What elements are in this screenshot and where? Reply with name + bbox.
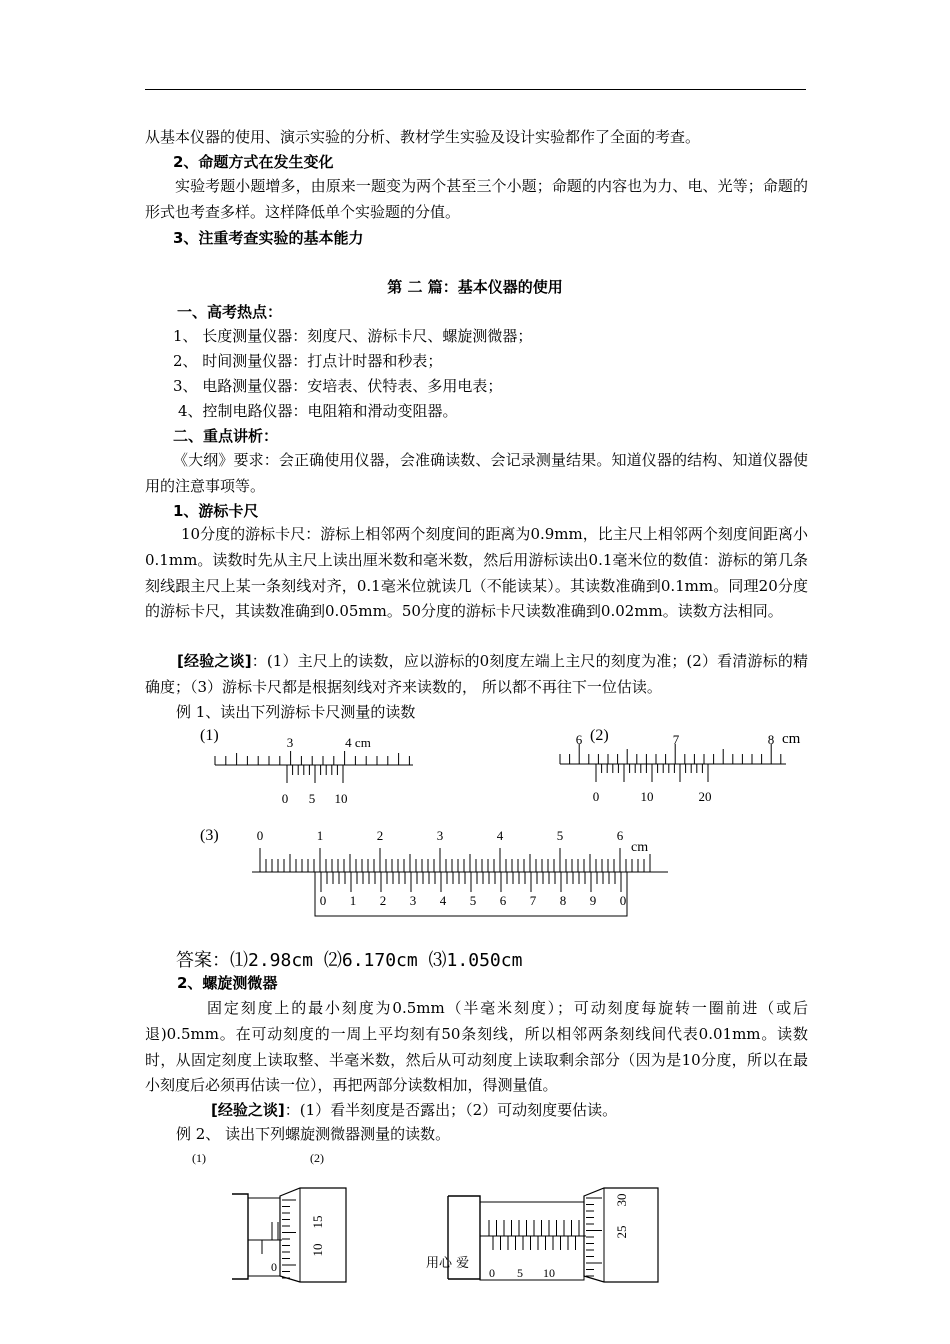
unit-label: cm [631,840,649,855]
heading-2: 2、命题方式在发生变化 [173,153,334,171]
main-scale-label: 3 [436,828,444,843]
main-scale-label: 6 [616,828,624,843]
sleeve-label: 0 [271,1260,277,1274]
main-scale-label: 8 [767,732,775,747]
figure-label: (2) [590,727,609,744]
experience-1-label: [经验之谈] [177,652,252,670]
figure-label: (3) [200,827,219,844]
unit-label: cm [782,731,801,747]
figure-label: (1) [192,1151,206,1165]
micrometer-title: 2、螺旋测微器 [177,974,278,992]
thimble-label: 30 [614,1193,629,1207]
section-title: 第 二 篇：基本仪器的使用 [387,278,563,296]
page-footer: 用心 爱 [426,1256,470,1271]
figure-label: (2) [310,1151,324,1165]
example-1: 例 1、读出下列游标卡尺测量的读数 [176,703,416,721]
vernier-label: 3 [409,893,417,908]
anvil-frame [232,1194,248,1279]
intro-line: 从基本仪器的使用、演示实验的分析、教材学生实验及设计实验都作了全面的考查。 [145,128,701,146]
thimble-label: 15 [310,1215,325,1229]
hot-item-4: 4、控制电路仪器：电阻箱和滑动变阻器。 [178,402,458,420]
vernier-label: 2 [379,893,387,908]
sleeve-label: 10 [543,1266,555,1280]
thimble [280,1188,346,1282]
main-scale-label: 0 [256,828,264,843]
vernier-label: 7 [529,893,537,908]
vernier-label: 9 [589,893,597,908]
key-paragraph: 《大纲》要求：会正确使用仪器，会准确读数、会记录测量结果。知道仪器的结构、知道仪器使用的注意事项等。 [145,451,808,495]
micrometer-paragraph: 固定刻度上的最小刻度为0.5mm（半毫米刻度）；可动刻度每旋转一圈前进（或后退)0.5mm。在可动刻度的一周上平均刻有50条刻线，所以相邻两条刻线间代表0.01mm。读数时，从固定刻度上读取整、半毫米数，然后从可动刻度上读取剩余部分（因为是10分度，所以在最小刻度后必须再估读一位），再把两部分读数相加，得测量值。 [145,999,808,1095]
figure-label: (1) [200,727,219,744]
key-title: 二、重点讲析： [173,427,279,445]
vernier-label: 0 [319,893,327,908]
vernier-figure-2 [560,727,801,804]
hot-item-1: 1、 长度测量仪器：刻度尺、游标卡尺、螺旋测微器； [173,327,533,345]
hot-item-2: 2、 时间测量仪器：打点计时器和秒表； [173,352,443,370]
experience-1-text: ：(1）主尺上的读数，应以游标的0刻度左端上主尺的刻度为准；(2）看清游标的精确度；（3）游标卡尺都是根据刻线对齐来读数的， 所以都不再往下一位估读。 [145,652,808,696]
main-scale-label: 1 [316,828,324,843]
experience-2 [145,1098,808,1124]
vernier-figure-3 [200,827,668,916]
vernier-label: 6 [499,893,507,908]
main-scale-label: 4 cm [345,735,371,750]
main-scale-label: 7 [672,732,680,747]
vernier-label: 10 [334,791,348,806]
vernier-label: 1 [349,893,357,908]
micrometer-figure-2 [310,1151,658,1282]
vernier-title: 1、游标卡尺 [173,502,259,520]
vernier-figure-1 [200,727,413,806]
vernier-label: 0 [592,789,600,804]
vernier-label: 0 [281,791,289,806]
vernier-label: 0 [619,893,627,908]
vernier-label: 4 [439,893,447,908]
vernier-label: 5 [308,791,316,806]
thimble-label: 10 [310,1243,325,1257]
example-2: 例 2、 读出下列螺旋测微器测量的读数。 [176,1125,451,1143]
vernier-label: 20 [698,789,712,804]
experience-2-label: [经验之谈] [211,1101,285,1119]
vernier-label: 8 [559,893,567,908]
main-scale-label: 6 [575,732,583,747]
main-scale-label: 3 [286,735,294,750]
hot-item-3: 3、 电路测量仪器：安培表、伏特表、多用电表； [173,377,503,395]
vernier-label: 10 [640,789,654,804]
experience-2-text: ：(1）看半刻度是否露出；（2）可动刻度要估读。 [284,1101,618,1119]
heading-3: 3、注重考查实验的基本能力 [173,229,364,247]
paragraph-2: 实验考题小题增多，由原来一题变为两个甚至三个小题；命题的内容也为力、电、光等；命题的形式也考查多样。这样降低单个实验题的分值。 [145,177,808,221]
sleeve-label: 0 [489,1266,495,1280]
main-scale-label: 4 [496,828,504,843]
vernier-paragraph: 10分度的游标卡尺：游标上相邻两个刻度间的距离为0.9mm，比主尺上相邻两个刻度间距离小0.1mm。读数时先从主尺上读出厘米数和毫米数，然后用游标读出0.1毫米位的数值：游标的第几条刻线跟主尺上某一条刻线对齐，0.1毫米位就读几（不能读某）。其读数准确到0.1mm。同理20分度的游标卡尺，其读数准确到0.05mm。50分度的游标卡尺读数准确到0.02mm。读数方法相同。 [145,525,808,621]
thimble-label: 25 [614,1225,629,1239]
main-scale-label: 2 [376,828,384,843]
micrometer-figure-1 [192,1151,346,1282]
vernier-label: 5 [469,893,477,908]
hot-title: 一、高考热点： [177,303,283,321]
answer-line: 答案：⑴2.98cm ⑵6.170cm ⑶1.050cm [176,950,523,971]
sleeve-label: 5 [517,1266,523,1280]
main-scale-label: 5 [556,828,564,843]
